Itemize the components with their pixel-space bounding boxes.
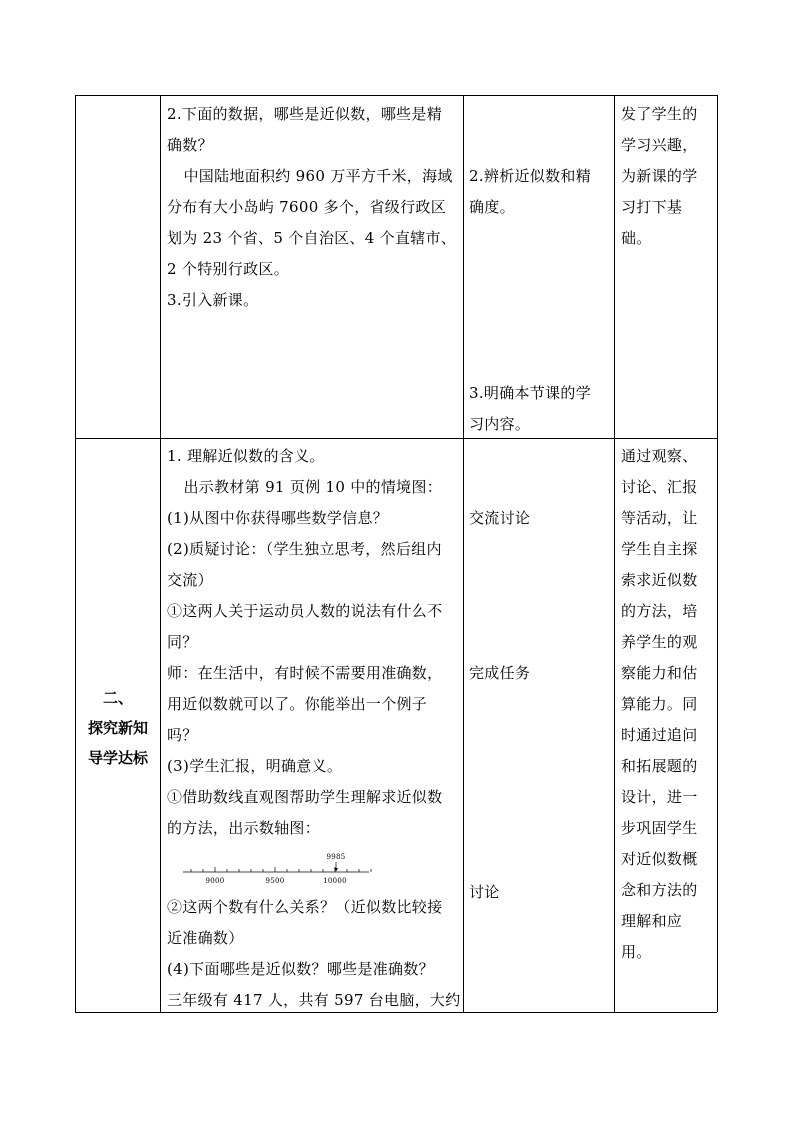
row1-student-activity-b: 3.明确本节课的学 习内容。 — [469, 384, 592, 433]
number-line-diagram — [181, 846, 381, 886]
row1-intent-cell: 发了学生的 学习兴趣， 为新课的学 习打下基 础。 — [621, 105, 698, 247]
row2-intent-cell: 通过观察、 讨论、汇报 等活动，让 学生自主探 索求近似数 的方法，培 养学生的观 察能力和估 算能力。同 时通过追问 和拓展题的 设计，进一 步巩固学生 对近似数概 念和方法的 理解和应 用。 — [621, 447, 698, 961]
number-line-ticks — [191, 867, 371, 872]
item2-text: 2.下面的数据，哪些是近似数，哪些是精 — [167, 105, 443, 123]
table-right-border — [717, 95, 718, 1012]
row2-content-cell: 1. 理解近似数的含义。 出示教材第 91 页例 10 中的情境图： (1)从图中你获得哪些数学信息？ (2)质疑讨论：（学生独立思考，然后组内 交流） ①这两人关于运动员人数的说法有什么不 同？ 师：在生活中，有时候不需要用准确数， 用近似数就可以了。你能举出一个例子 吗？ (3)学生汇报，明确意义。 ①借助数线直观图帮助学生理解求近似数 的方法，出示数轴图： 9985 9000 9500 10000 ②这两个数有什么关系？（近似数比较接 近准确数） (4)下面哪些是近似数？哪些是准确数？ 三年级有 417 人，共有 597 台电脑，大约 — [167, 447, 461, 1009]
item3-text: 3.引入新课。 — [167, 291, 259, 309]
row-divider — [75, 438, 717, 439]
example-text: 中国陆地面积约 960 万平方千米，海域 — [183, 167, 453, 185]
tick-label-9000: 9000 — [205, 877, 225, 885]
tick-label-10000: 10000 — [323, 877, 347, 885]
table-top-border — [75, 95, 717, 96]
column-divider-1 — [160, 95, 161, 1012]
row1-content-cell: 2.下面的数据，哪些是近似数，哪些是精 确数？ 中国陆地面积约 960 万平方千米，海域 分布有大小岛屿 7600 多个，省级行政区 划为 23 个省、5 个自治区、4 个直辖市、 2 个特别行政区。 3.引入新课。 — [167, 99, 461, 316]
row2-student-activity-a: 交流讨论 — [469, 509, 531, 527]
row2-student-activity-c: 讨论 — [469, 883, 500, 901]
section-title-line2: 导学达标 — [87, 749, 148, 767]
row1-student-activity-a: 2.辨析近似数和精 确度。 — [469, 167, 592, 216]
marker-arrowhead — [334, 868, 338, 872]
column-divider-2 — [463, 95, 464, 1012]
column-divider-3 — [614, 95, 615, 1012]
table-left-border — [75, 95, 76, 1012]
section-title-line1: 探究新知 — [87, 719, 148, 737]
marker-label: 9985 — [326, 853, 346, 861]
section-number: 二、 — [102, 689, 133, 707]
row2-student-activity-b: 完成任务 — [469, 664, 531, 682]
tick-label-9500: 9500 — [265, 877, 285, 885]
